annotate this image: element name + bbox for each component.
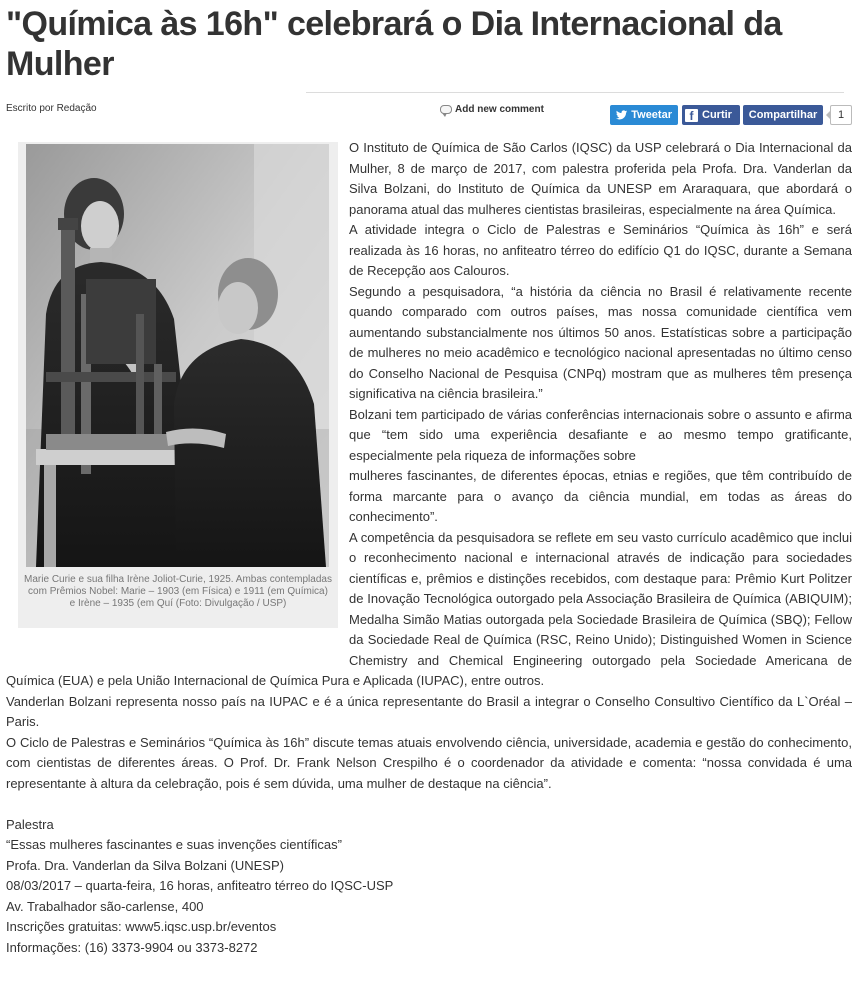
author-line: Escrito por Redação — [6, 103, 97, 114]
facebook-icon: f — [685, 109, 698, 122]
event-info — [6, 815, 852, 959]
event-heading: Palestra — [6, 816, 54, 832]
article-body — [6, 138, 852, 958]
like-label: Curtir — [702, 109, 732, 121]
add-comment-link[interactable] — [440, 104, 544, 115]
meta-divider — [306, 92, 844, 93]
event-speaker: Profa. Dra. Vanderlan da Silva Bolzani (UNESP) — [6, 857, 284, 873]
article-paragraph: O Ciclo de Palestras e Seminários “Química às 16h” discute temas atuais envolvendo ciência, universidade, academia e gestão do conhecimento, com cientistas de diferentes áreas. O Prof. Dr. Frank Nelson Crespilho é o coordenador da atividade e comenta: “nossa convidada é uma representante à altura da celebração, pois é sem dúvida, uma mulher de destaque na ciência”. — [6, 734, 852, 791]
facebook-share-button[interactable]: Compartilhar — [743, 105, 823, 125]
event-datetime: 08/03/2017 – quarta-feira, 16 horas, anfiteatro térreo do IQSC-USP — [6, 878, 394, 893]
figure-spacer — [6, 138, 349, 671]
event-registration: Inscrições gratuitas: www5.iqsc.usp.br/eventos — [6, 919, 277, 934]
tweet-button[interactable] — [610, 105, 678, 125]
comment-bubble-icon — [440, 105, 452, 114]
twitter-bird-icon — [616, 110, 627, 120]
article-paragraph: Vanderlan Bolzani representa nosso país na IUPAC e é a única representante do Brasil a integrar o Conselho Consultivo Científico da L`Oréal – Paris. — [6, 693, 852, 729]
article-paragraph: Bolzani tem participado de várias conferências internacionais sobre o assunto e afirma que “tem sido uma experiência desafiante e ao mesmo tempo gratificante, especialmente pela riqueza de informações sobre — [349, 406, 852, 463]
article-paragraph: O Instituto de Química de São Carlos (IQSC) da USP celebrará o Dia Internacional da Mulher, 8 de março de 2017, com palestra proferida pela Profa. Dra. Vanderlan da Silva Bolzani, do Instituto de Química da UNESP em Araraquara, que abordará o panorama atual das mulheres cientistas brasileiras, especialmente na área Química. — [349, 140, 852, 217]
share-count-badge: 1 — [830, 105, 852, 125]
article-meta-bar — [6, 96, 852, 130]
event-address: Av. Trabalhador são-carlense, 400 — [6, 898, 204, 914]
article-paragraph: A competência da pesquisadora se reflete em seu vasto currículo acadêmico que inclui o reconhecimento nacional e internacional através de indicação para sociedades científicas e, prêmios e distinções recebidos, com destaque para: Prêmio Kurt Politzer de Inovação Tecnológica outorgado pela Associação Brasileira de Química (ABIQUIM); Medalha Simão Matias outorgada pela Sociedade Brasileira de Química (SBQ); Fellow da Sociedade Real de Química (RSC, Reino Unido); Distinguished Women in Science Chemistry and Chemical Engineering outorgado pela Sociedade Americana de Química (EUA) e pela União Internacional de Química Pura e Aplicada (IUPAC), entre outros. — [6, 529, 852, 688]
event-phone: Informações: (16) 3373-9904 ou 3373-8272 — [6, 939, 258, 955]
tweet-label: Tweetar — [631, 109, 672, 121]
image-caption: Marie Curie e sua filha Irène Joliot-Curie, 1925. Ambas contempladas com Prêmios Nobel: Marie – 1903 (em Física) e 1911 (em Química) e Irène – 1935 (em Quí (Foto: Divulgação / USP) — [24, 574, 332, 609]
facebook-like-button[interactable] — [682, 105, 740, 125]
add-comment-label: Add new comment — [455, 104, 544, 115]
event-talk-title: “Essas mulheres fascinantes e suas invenções científicas” — [6, 837, 342, 852]
article-paragraph: A atividade integra o Ciclo de Palestras e Seminários “Química às 16h” e será realizada às 16 horas, no anfiteatro térreo do edifício Q1 do IQSC, durante a Semana de Recepção aos Calouros. — [349, 222, 852, 278]
article-paragraph: Segundo a pesquisadora, “a história da ciência no Brasil é relativamente recente quando comparado com outros países, mas nossa comunidade científica vem aumentando substancialmente nos últimos 50 anos. Estatísticas sobre a participação de mulheres no meio acadêmico e tecnológico nacional apresentadas no último censo do Conselho Nacional de Pesquisa (CNPq) mostram que as mulheres têm presença significativa na ciência brasileira.” — [349, 283, 852, 401]
article-title: "Química às 16h" celebrará o Dia Internacional da Mulher — [6, 5, 782, 83]
article-paragraph: mulheres fascinantes, de diferentes épocas, etnias e regiões, que têm contribuído de forma marcante para o avanço da ciência mundial, em todas as áreas do conhecimento”. — [349, 468, 852, 524]
